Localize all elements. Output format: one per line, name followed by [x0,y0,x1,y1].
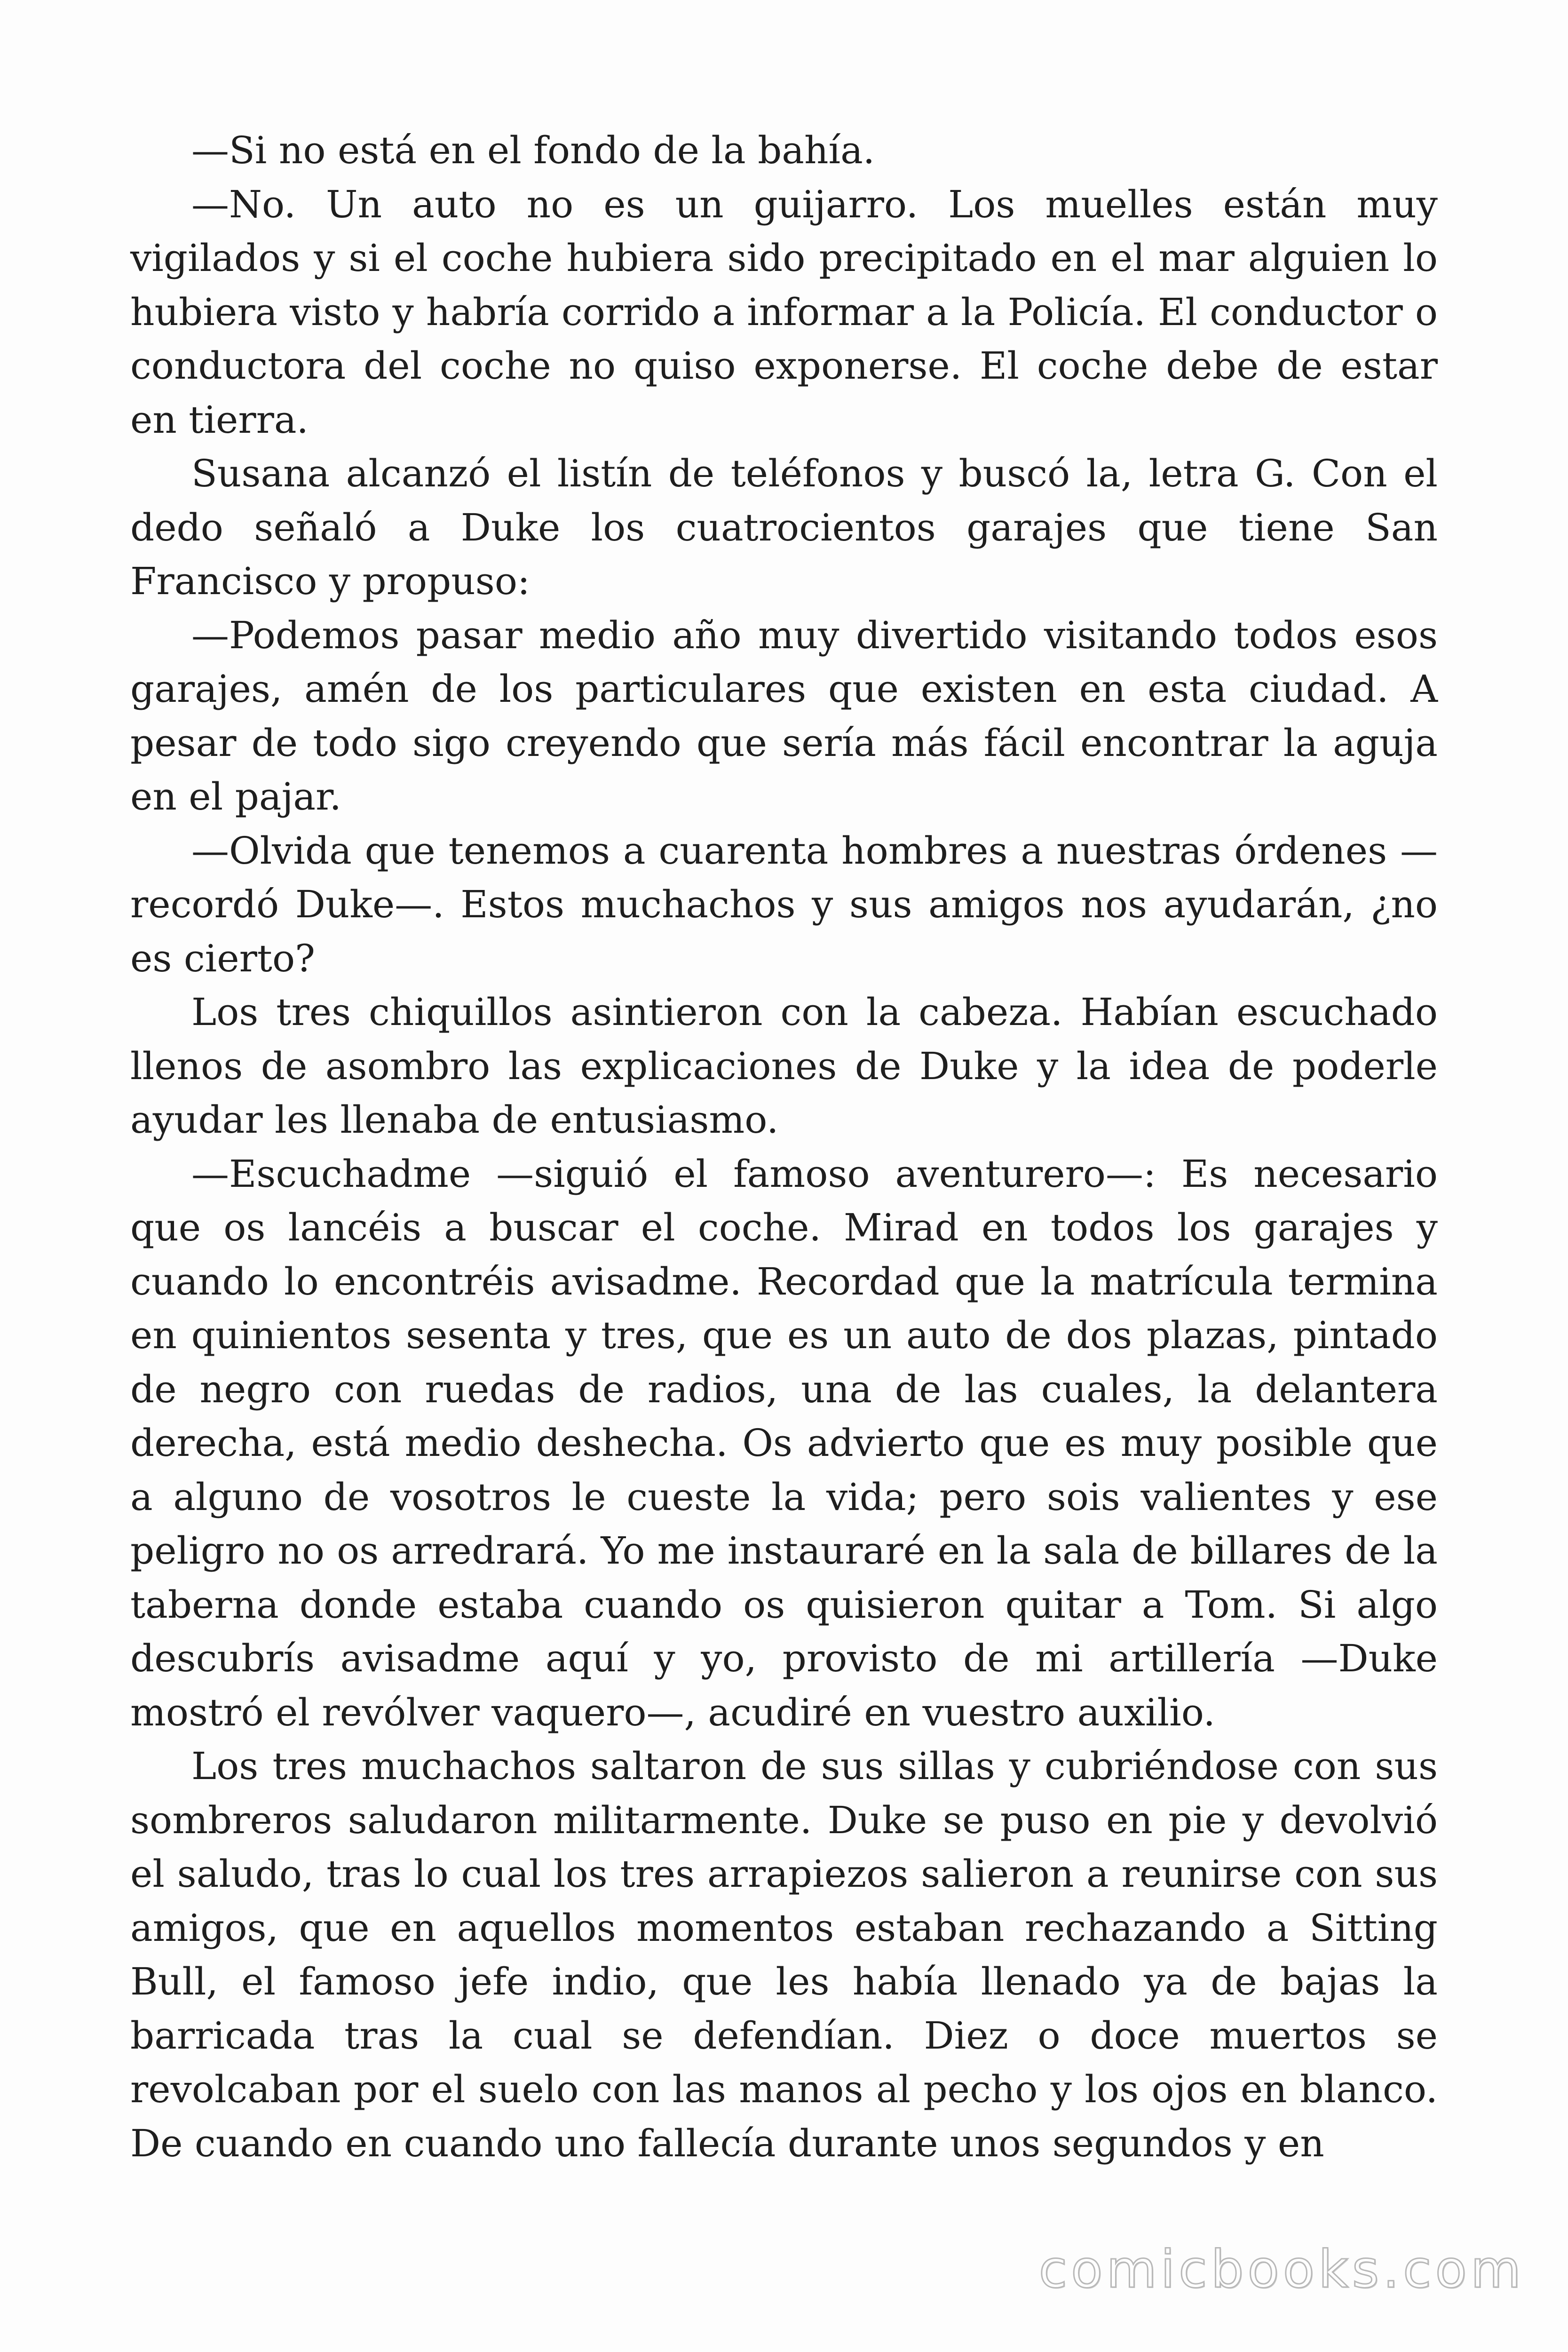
watermark: comicbooks.com [1038,2239,1525,2299]
page-text [130,124,1438,2170]
paragraph: Susana alcanzó el listín de teléfonos y buscó la, letra G. Con el dedo señaló a Duke los cuatrocientos garajes que tiene San Francisco y propuso: [130,452,1438,603]
paragraph: —Podemos pasar medio año muy divertido visitando todos esos garajes, amén de los particulares que existen en esta ciudad. A pesar de todo sigo creyendo que sería más fácil encontrar la aguja en el pajar. [130,613,1438,818]
paragraph: Los tres muchachos saltaron de sus sillas y cubriéndose con sus sombreros saludaron militarmente. Duke se puso en pie y devolvió el saludo, tras lo cual los tres arrapiezos salieron a reunirse con sus amigos, que en aquellos momentos estaban rechazando a Sitting Bull, el famoso jefe indio, que les había llenado ya de bajas la barricada tras la cual se defendían. Diez o doce muertos se revolcaban por el suelo con las manos al pecho y los ojos en blanco. De cuando en cuando uno fallecía durante unos segundos y en [130,1744,1438,2165]
paragraph: —Escuchadme —siguió el famoso aventurero—: Es necesario que os lancéis a buscar el coche. Mirad en todos los garajes y cuando lo encontréis avisadme. Recordad que la matrícula termina en quinientos sesenta y tres, que es un auto de dos plazas, pintado de negro con ruedas de radios, una de las cuales, la delantera derecha, está medio deshecha. Os advierto que es muy posible que a alguno de vosotros le cueste la vida; pero sois valientes y ese peligro no os arredrará. Yo me instauraré en la sala de billares de la taberna donde estaba cuando os quisieron quitar a Tom. Si algo descubrís avisadme aquí y yo, provisto de mi artillería —Duke mostró el revólver vaquero—, acudiré en vuestro auxilio. [130,1152,1438,1734]
paragraph: —Si no está en el fondo de la bahía. [191,128,875,172]
paragraph: —Olvida que tenemos a cuarenta hombres a nuestras órdenes —recordó Duke—. Estos muchachos y sus amigos nos ayudarán, ¿no es cierto? [130,828,1438,980]
paragraph: —No. Un auto no es un guijarro. Los muelles están muy vigilados y si el coche hubiera sido precipitado en el mar alguien lo hubiera visto y habría corrido a informar a la Policía. El conductor o conductora del coche no quiso exponerse. El coche debe de estar en tierra. [130,182,1438,442]
paragraph: Los tres chiquillos asintieron con la cabeza. Habían escuchado llenos de asombro las explicaciones de Duke y la idea de poderle ayudar les llenaba de entusiasmo. [130,990,1438,1142]
